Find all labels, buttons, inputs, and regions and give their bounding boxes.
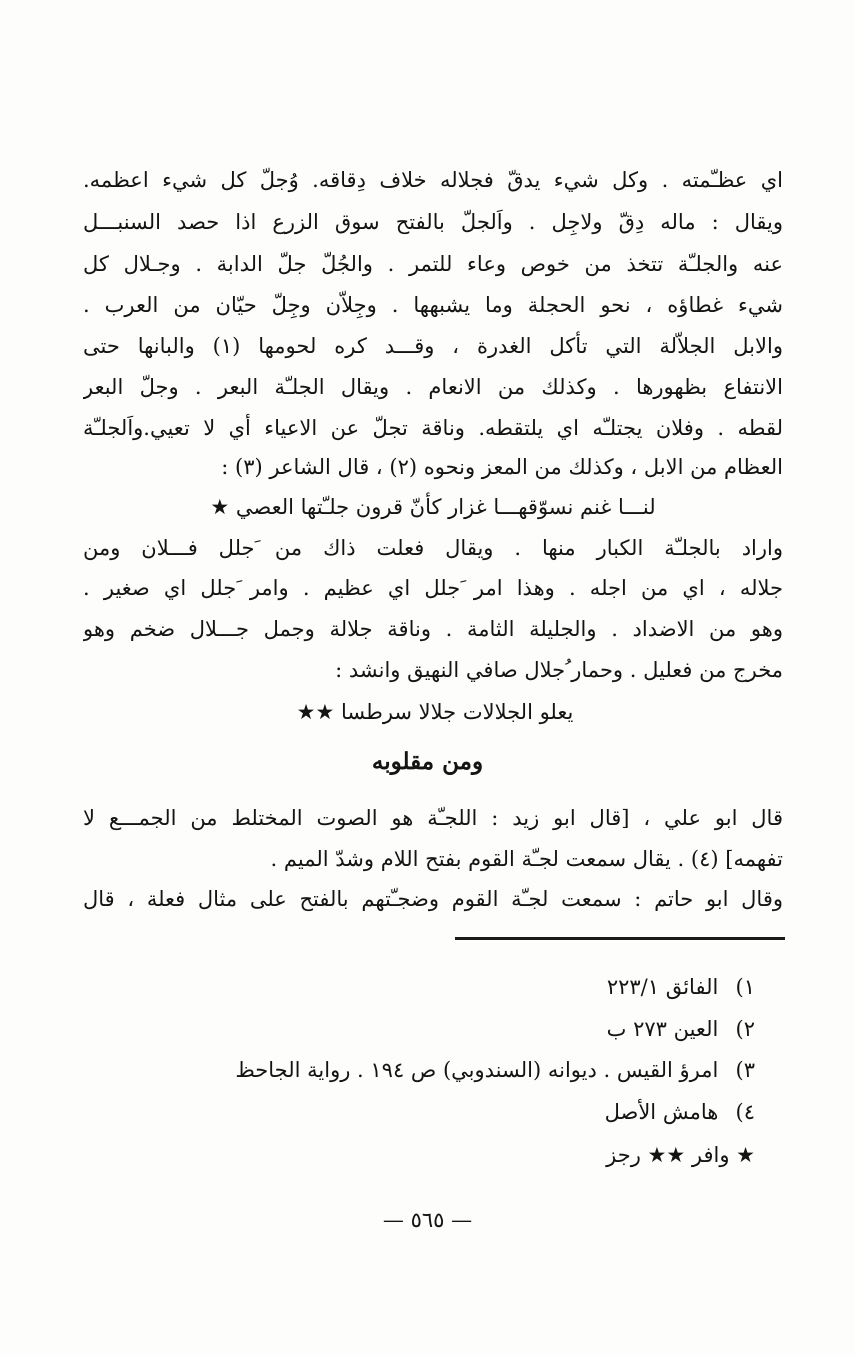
section-heading: ومن مقلوبه — [371, 748, 484, 775]
body-line-7: لقطه . وفلان يجتلـّه اي يلتقطه. وناقة تجلّ عن الاعياء أي لا تعيي.واَلجلـّة — [83, 416, 783, 440]
footnote-4 — [605, 1097, 755, 1127]
body-line-5: والابل الجلاّلة التي تأكل الغدرة ، وقـــد كره لحومها (١) والبانها حتى — [83, 334, 783, 358]
footnote-divider — [455, 937, 785, 940]
footnote-1 — [607, 972, 755, 1002]
footnote-3 — [235, 1055, 755, 1085]
meter-note: ★ وافر ★★ رجز — [606, 1143, 755, 1167]
body-line-2: ويقال : ماله دِقّ ولاجِل . واَلجلّ بالفتح سوق الزرع اذا حصد السنبـــل — [83, 210, 783, 234]
footnote-number: ٤) — [735, 1100, 755, 1124]
footnote-text: الفائق ٢٢٣/١ — [606, 975, 719, 999]
footnote-number: ٣) — [735, 1058, 755, 1082]
verse-1: لنـــا غنم نسوّقهـــا غزار كأنّ قرون جلـّتها العصي ★ — [210, 495, 656, 519]
footnote-text: امرؤ القيس . ديوانه (السندوبي) ص ١٩٤ . رواية الجاحظ — [235, 1058, 719, 1082]
body-line-11: وهو من الاضداد . والجليلة الثامة . وناقة جلالة وجمل جـــلال ضخم وهو — [83, 617, 783, 641]
footnote-number: ٢) — [735, 1017, 755, 1041]
page-number: — ٥٦٥ — — [382, 1208, 473, 1232]
body-line-14: تفهمه] (٤) . يقال سمعت لجـّة القوم بفتح اللام وشدّ الميم . — [270, 847, 783, 871]
body-line-3: عنه والجلـّة تتخذ من خوص وعاء للتمر . والجُلّ جلّ الدابة . وجـلال كل — [83, 252, 783, 276]
body-line-15: وقال ابو حاتم : سمعت لجـّة القوم وضجـّتهم بالفتح على مثال فعلة ، قال — [83, 887, 783, 911]
body-line-4: شيء غطاؤه ، نحو الحجلة وما يشبهها . وجِلاّن وجِلّ حيّان من العرب . — [83, 293, 783, 317]
body-line-12: مخرج من فعليل . وحمار ُجلال صافي النهيق وانشد : — [335, 658, 783, 682]
body-line-1: اي عظـّمته . وكل شيء يدقّ فجلاله خلاف دِقاقه. وُجلّ كل شيء اعظمه. — [83, 168, 783, 192]
footnote-number: ١) — [735, 975, 755, 999]
footnote-text: هامش الأصل — [604, 1100, 719, 1124]
footnote-text: العين ٢٧٣ ب — [606, 1017, 719, 1041]
body-line-9: واراد بالجلـّة الكبار منها . ويقال فعلت ذاك من َجلل فـــلان ومن — [83, 536, 783, 560]
verse-2: يعلو الجلالات جلالا سرطسا ★★ — [296, 700, 574, 724]
footnote-2 — [607, 1014, 755, 1044]
body-line-13: قال ابو علي ، [قال ابو زيد : اللجـّة هو الصوت المختلط من الجمـــع لا — [83, 806, 783, 830]
body-line-10: جلاله ، اي من اجله . وهذا امر َجلل اي عظيم . وامر َجلل اي صغير . — [83, 576, 783, 600]
body-line-8: العظام من الابل ، وكذلك من المعز ونحوه (٢) ، قال الشاعر (٣) : — [221, 455, 783, 479]
body-line-6: الانتفاع بظهورها . وكذلك من الانعام . ويقال الجلـّة البعر . وجلّ البعر — [83, 375, 783, 399]
